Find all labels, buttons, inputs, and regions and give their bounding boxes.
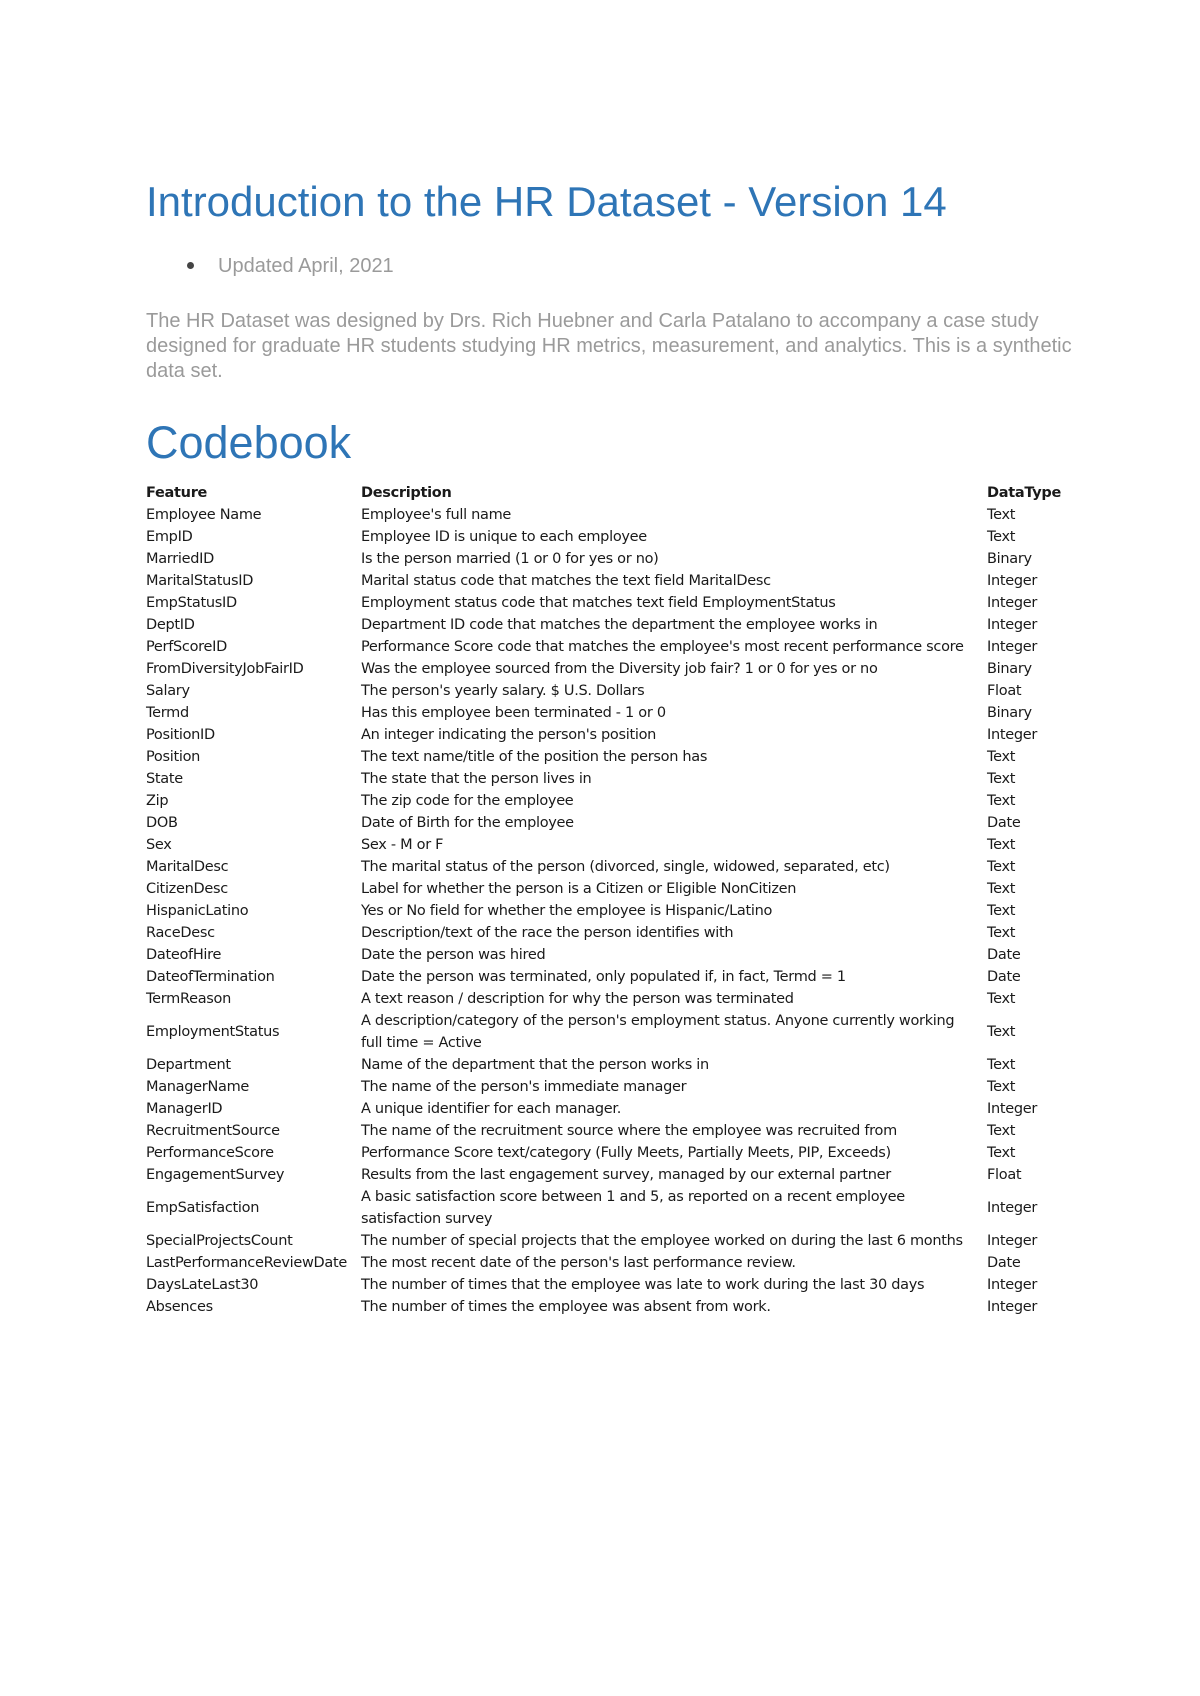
description-cell: The name of the person's immediate manager: [361, 1079, 687, 1095]
description-cell: The text name/title of the position the person has: [361, 749, 708, 765]
description-cell: Sex - M or F: [361, 837, 444, 853]
table-row: [146, 790, 1076, 812]
table-row: [146, 1142, 1076, 1164]
table-row: [146, 1098, 1076, 1120]
table-row: [146, 724, 1076, 746]
feature-cell: DOB: [146, 815, 178, 831]
feature-cell: EmploymentStatus: [146, 1024, 280, 1040]
table-row: [146, 570, 1076, 592]
description-cell: Marital status code that matches the text field MaritalDesc: [361, 573, 771, 589]
description-cell: Date the person was terminated, only populated if, in fact, Termd = 1: [361, 969, 846, 985]
datatype-cell: Text: [987, 771, 1016, 787]
table-row: [146, 1120, 1076, 1142]
datatype-cell: Text: [987, 881, 1016, 897]
description-cell: Was the employee sourced from the Diversity job fair? 1 or 0 for yes or no: [361, 661, 878, 677]
feature-cell: EmpStatusID: [146, 595, 237, 611]
feature-cell: DateofTermination: [146, 969, 275, 985]
feature-cell: FromDiversityJobFairID: [146, 661, 304, 677]
feature-cell: CitizenDesc: [146, 881, 228, 897]
table-row: [146, 614, 1076, 636]
description-cell: Results from the last engagement survey, managed by our external partner: [361, 1167, 891, 1183]
feature-cell: SpecialProjectsCount: [146, 1233, 293, 1249]
table-row: [146, 1186, 1076, 1230]
datatype-cell: Integer: [987, 1299, 1038, 1315]
description-cell: The name of the recruitment source where the employee was recruited from: [361, 1123, 897, 1139]
table-row: [146, 658, 1076, 680]
table-row: [146, 1296, 1076, 1318]
document-title: Introduction to the HR Dataset - Version 14: [146, 178, 947, 225]
description-cell: Name of the department that the person works in: [361, 1057, 709, 1073]
feature-cell: RecruitmentSource: [146, 1123, 280, 1139]
feature-cell: PerfScoreID: [146, 639, 227, 655]
description-cell: Is the person married (1 or 0 for yes or no): [361, 551, 659, 567]
description-cell: A text reason / description for why the person was terminated: [361, 991, 794, 1007]
description-cell: The person's yearly salary. $ U.S. Dollars: [361, 683, 645, 699]
datatype-cell: Date: [987, 815, 1021, 831]
table-row: [146, 922, 1076, 944]
feature-cell: DeptID: [146, 617, 195, 633]
feature-cell: PositionID: [146, 727, 215, 743]
datatype-cell: Text: [987, 925, 1016, 941]
table-row: [146, 812, 1076, 834]
datatype-cell: Text: [987, 991, 1016, 1007]
datatype-cell: Text: [987, 903, 1016, 919]
table-row: [146, 746, 1076, 768]
description-cell: Performance Score code that matches the employee's most recent performance score: [361, 639, 964, 655]
bullet-text: Updated April, 2021: [218, 255, 394, 277]
description-cell: The number of times that the employee was late to work during the last 30 days: [361, 1277, 925, 1293]
table-row: [146, 900, 1076, 922]
intro-paragraph: The HR Dataset was designed by Drs. Rich Huebner and Carla Patalano to accompany a case study designed for graduate HR students studying HR metrics, measurement, and analytics. This is a synthetic data set.: [146, 310, 1072, 382]
description-cell: Yes or No field for whether the employee is Hispanic/Latino: [361, 903, 773, 919]
datatype-cell: Text: [987, 507, 1016, 523]
description-cell: Employee ID is unique to each employee: [361, 529, 647, 545]
column-header-feature: Feature: [146, 485, 208, 501]
description-cell: The state that the person lives in: [361, 771, 592, 787]
table-row: [146, 1010, 1076, 1054]
description-cell: Employment status code that matches text field EmploymentStatus: [361, 595, 836, 611]
datatype-cell: Binary: [987, 661, 1032, 677]
datatype-cell: Integer: [987, 1101, 1038, 1117]
datatype-cell: Date: [987, 969, 1021, 985]
datatype-cell: Text: [987, 793, 1016, 809]
feature-cell: TermReason: [146, 991, 231, 1007]
feature-cell: Absences: [146, 1299, 213, 1315]
datatype-cell: Integer: [987, 573, 1038, 589]
table-row: [146, 592, 1076, 614]
feature-cell: MarriedID: [146, 551, 214, 567]
datatype-cell: Text: [987, 1079, 1016, 1095]
datatype-cell: Binary: [987, 551, 1032, 567]
datatype-cell: Integer: [987, 1233, 1038, 1249]
feature-cell: ManagerName: [146, 1079, 250, 1095]
bullet-item: [146, 253, 394, 279]
feature-cell: State: [146, 771, 183, 787]
datatype-cell: Date: [987, 947, 1021, 963]
feature-cell: EngagementSurvey: [146, 1167, 285, 1183]
table-row: [146, 1164, 1076, 1186]
table-row: [146, 548, 1076, 570]
datatype-cell: Integer: [987, 727, 1038, 743]
datatype-cell: Integer: [987, 1277, 1038, 1293]
table-row: [146, 1230, 1076, 1252]
datatype-cell: Text: [987, 837, 1016, 853]
table-row: [146, 1252, 1076, 1274]
feature-cell: Employee Name: [146, 507, 262, 523]
feature-cell: Zip: [146, 793, 169, 809]
feature-cell: HispanicLatino: [146, 903, 249, 919]
datatype-cell: Binary: [987, 705, 1032, 721]
table-row: [146, 1076, 1076, 1098]
column-header-description: Description: [361, 485, 452, 501]
description-cell: The number of special projects that the employee worked on during the last 6 months: [361, 1233, 963, 1249]
description-cell: The most recent date of the person's last performance review.: [361, 1255, 796, 1271]
description-cell: Label for whether the person is a Citizen or Eligible NonCitizen: [361, 881, 797, 897]
datatype-cell: Text: [987, 1123, 1016, 1139]
table-row: [146, 702, 1076, 724]
bullet-icon: [187, 262, 194, 269]
datatype-cell: Float: [987, 1167, 1022, 1183]
feature-cell: MaritalStatusID: [146, 573, 254, 589]
table-row: [146, 768, 1076, 790]
datatype-cell: Text: [987, 1024, 1016, 1040]
feature-cell: DaysLateLast30: [146, 1277, 259, 1293]
description-cell: Performance Score text/category (Fully Meets, Partially Meets, PIP, Exceeds): [361, 1145, 891, 1161]
datatype-cell: Integer: [987, 617, 1038, 633]
datatype-cell: Text: [987, 1145, 1016, 1161]
feature-cell: LastPerformanceReviewDate: [146, 1255, 347, 1271]
description-cell: Department ID code that matches the department the employee works in: [361, 617, 878, 633]
codebook-table: [146, 482, 1076, 1318]
description-cell: Has this employee been terminated - 1 or 0: [361, 705, 666, 721]
section-heading: Codebook: [146, 417, 352, 468]
feature-cell: Salary: [146, 683, 190, 699]
codebook-body: [146, 504, 1076, 1318]
table-row: [146, 504, 1076, 526]
description-cell: Employee's full name: [361, 507, 512, 523]
table-row: [146, 526, 1076, 548]
table-row: [146, 1274, 1076, 1296]
feature-cell: EmpID: [146, 529, 193, 545]
table-row: [146, 878, 1076, 900]
description-cell: Description/text of the race the person identifies with: [361, 925, 734, 941]
description-cell: A unique identifier for each manager.: [361, 1101, 622, 1117]
description-cell: A description/category of the person's employment status. Anyone currently working full time = Active: [361, 1013, 955, 1051]
datatype-cell: Text: [987, 749, 1016, 765]
table-row: [146, 636, 1076, 658]
datatype-cell: Integer: [987, 1200, 1038, 1216]
bullet-list: [146, 253, 394, 279]
table-row: [146, 988, 1076, 1010]
feature-cell: Sex: [146, 837, 172, 853]
description-cell: An integer indicating the person's position: [361, 727, 657, 743]
feature-cell: PerformanceScore: [146, 1145, 274, 1161]
feature-cell: MaritalDesc: [146, 859, 229, 875]
column-header-datatype: DataType: [987, 485, 1061, 501]
feature-cell: Termd: [146, 705, 189, 721]
datatype-cell: Float: [987, 683, 1022, 699]
datatype-cell: Text: [987, 1057, 1016, 1073]
feature-cell: RaceDesc: [146, 925, 215, 941]
feature-cell: DateofHire: [146, 947, 222, 963]
table-row: [146, 856, 1076, 878]
description-cell: A basic satisfaction score between 1 and 5, as reported on a recent employee satisfaction survey: [361, 1189, 905, 1227]
feature-cell: ManagerID: [146, 1101, 223, 1117]
datatype-cell: Integer: [987, 595, 1038, 611]
datatype-cell: Text: [987, 529, 1016, 545]
table-row: [146, 944, 1076, 966]
description-cell: The zip code for the employee: [361, 793, 574, 809]
datatype-cell: Text: [987, 859, 1016, 875]
description-cell: The number of times the employee was absent from work.: [361, 1299, 771, 1315]
datatype-cell: Integer: [987, 639, 1038, 655]
description-cell: Date of Birth for the employee: [361, 815, 574, 831]
table-row: [146, 680, 1076, 702]
table-row: [146, 834, 1076, 856]
table-header-row: [146, 482, 1076, 504]
table-row: [146, 1054, 1076, 1076]
description-cell: The marital status of the person (divorced, single, widowed, separated, etc): [361, 859, 890, 875]
table-row: [146, 966, 1076, 988]
description-cell: Date the person was hired: [361, 947, 546, 963]
feature-cell: Department: [146, 1057, 231, 1073]
feature-cell: Position: [146, 749, 201, 765]
datatype-cell: Date: [987, 1255, 1021, 1271]
feature-cell: EmpSatisfaction: [146, 1200, 260, 1216]
